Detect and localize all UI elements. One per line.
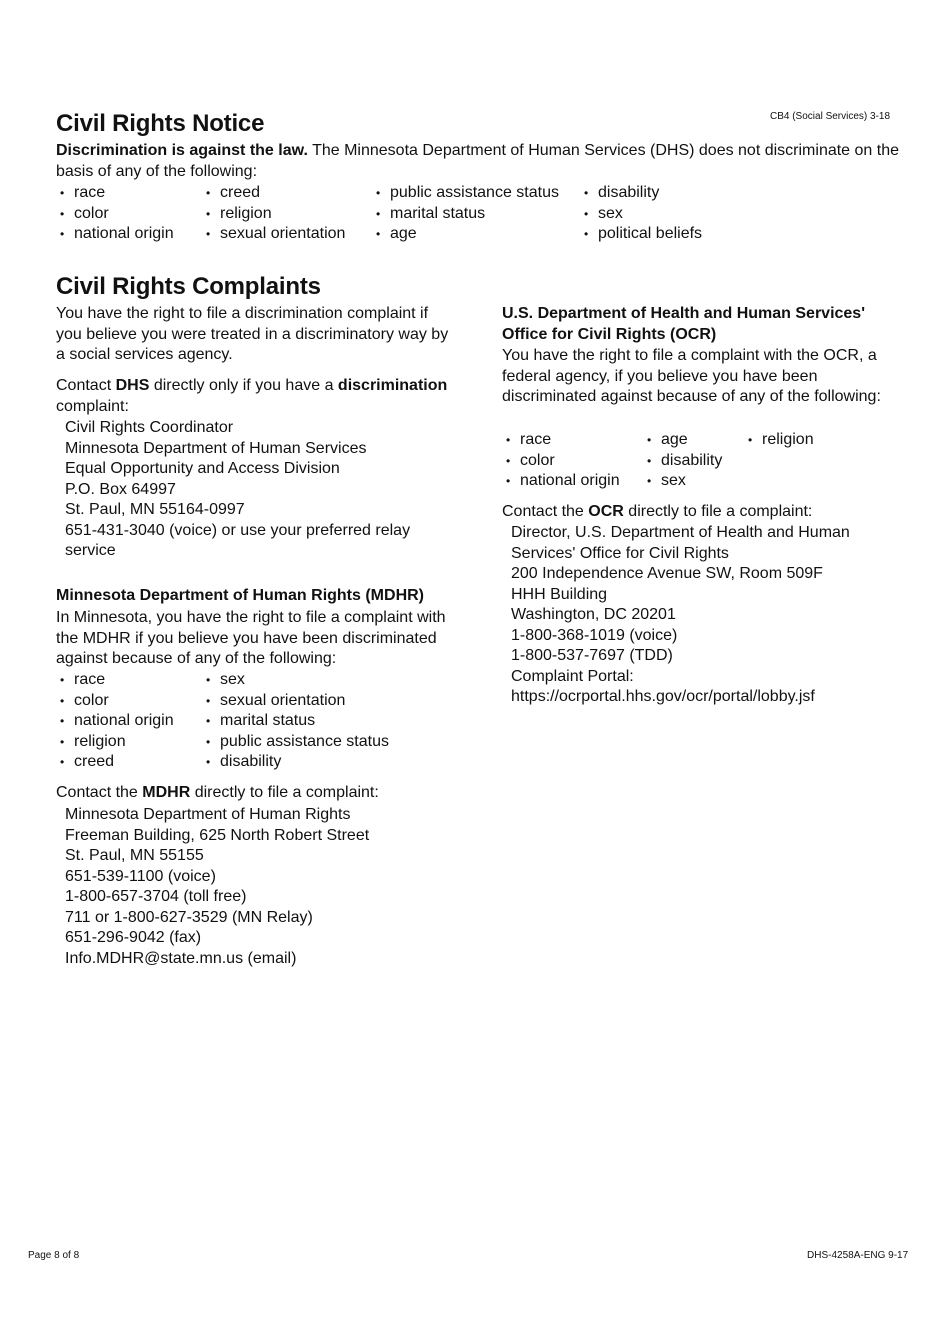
ocr-contact-text: Contact the [502, 503, 589, 520]
mdhr-contact-text: directly to file a complaint: [190, 784, 379, 801]
list-item: • marital status [202, 711, 389, 732]
email-line: Info.MDHR@state.mn.us (email) [65, 949, 297, 967]
notice-paragraph [56, 141, 906, 182]
list-item: • religion [744, 430, 814, 451]
ocr-contact-bold: OCR [588, 503, 624, 520]
list-item: • marital status [372, 204, 559, 225]
mdhr-heading: Minnesota Department of Human Rights (MDHR) [56, 587, 424, 604]
address-line: 200 Independence Avenue SW, Room 509F [511, 565, 823, 582]
list-item: • race [56, 670, 174, 691]
list-item: • disability [643, 451, 722, 472]
complaints-intro: You have the right to file a discrimination complaint if you believe you were treated in a discriminatory way by a social services agency. [56, 305, 449, 363]
list-item: • disability [202, 752, 389, 773]
address-line: St. Paul, MN 55164-0997 [65, 501, 245, 518]
phone-line: 651-539-1100 (voice) [65, 867, 216, 885]
address-line: Washington, DC 20201 [511, 606, 676, 623]
notice-list-col-1 [56, 183, 174, 245]
address-line: Civil Rights Coordinator [65, 419, 234, 436]
address-line: Services' Office for Civil Rights [511, 544, 729, 562]
address-line: St. Paul, MN 55155 [65, 847, 204, 864]
list-item: • sex [643, 471, 722, 492]
notice-list-col-4 [580, 183, 702, 245]
phone-line: 1-800-537-7697 (TDD) [511, 647, 673, 664]
mdhr-address-block [56, 805, 465, 969]
document-code: DHS-4258A-ENG 9-17 [807, 1250, 909, 1261]
list-item: • color [56, 204, 174, 225]
dhs-contact-bold: discrimination [337, 377, 448, 394]
phone-line: 1-800-368-1019 (voice) [511, 626, 678, 644]
portal-label: Complaint Portal: [511, 667, 634, 685]
mdhr-contact-text: Contact the [56, 784, 143, 801]
list-item: • political beliefs [580, 224, 702, 245]
list-item: • creed [56, 752, 174, 773]
notice-list-col-2 [202, 183, 345, 245]
mdhr-contact-bold: MDHR [142, 784, 191, 801]
list-item: • age [643, 430, 722, 451]
page-number: Page 8 of 8 [28, 1250, 80, 1261]
dhs-address-block [56, 418, 465, 562]
list-item: • sexual orientation [202, 224, 345, 245]
ocr-contact-paragraph [502, 502, 812, 523]
address-line: HHH Building [511, 585, 608, 603]
list-item: • sex [202, 670, 389, 691]
address-line: Minnesota Department of Human Services [65, 439, 367, 457]
mdhr-intro: In Minnesota, you have the right to file a complaint with the MDHR if you believe you have been discriminated against because of any of the following: [56, 609, 446, 667]
mdhr-list-col-2 [202, 670, 389, 773]
phone-line: 1-800-657-3704 (toll free) [65, 888, 247, 905]
dhs-contact-text: complaint: [56, 397, 129, 415]
ocr-list-col-3 [744, 430, 814, 451]
dhs-contact-bold: DHS [115, 377, 150, 394]
address-line: Freeman Building, 625 North Robert Street [65, 826, 370, 844]
ocr-list-col-1 [502, 430, 620, 492]
ocr-heading-line: Office for Civil Rights (OCR) [502, 325, 717, 343]
list-item: • age [372, 224, 559, 245]
list-item: • sexual orientation [202, 691, 389, 712]
address-line: Director, U.S. Department of Health and Human [511, 524, 850, 541]
list-item: • religion [202, 204, 345, 225]
dhs-contact-text: Contact [56, 377, 116, 394]
list-item: • national origin [56, 224, 174, 245]
phone-line: 651-431-3040 (voice) or use your preferred relay [65, 521, 411, 539]
list-item: • race [56, 183, 174, 204]
list-item: • color [502, 451, 620, 472]
ocr-heading [502, 304, 922, 345]
form-code: CB4 (Social Services) 3-18 [770, 111, 891, 122]
mdhr-list-col-1 [56, 670, 174, 773]
list-item: • public assistance status [372, 183, 559, 204]
phone-line: 711 or 1-800-627-3529 (MN Relay) [65, 908, 313, 926]
address-line: P.O. Box 64997 [65, 480, 176, 498]
list-item: • national origin [56, 711, 174, 732]
notice-lead-text: The Minnesota Department of Human Services (DHS) does not discriminate on the basis of any of the following: [56, 142, 900, 180]
notice-lead-bold: Discrimination is against the law. [56, 142, 308, 159]
address-line: service [65, 542, 116, 559]
complaints-title: Civil Rights Complaints [56, 273, 321, 300]
list-item: • color [56, 691, 174, 712]
address-line: Minnesota Department of Human Rights [65, 806, 351, 823]
notice-list-col-3 [372, 183, 559, 245]
list-item: • disability [580, 183, 702, 204]
list-item: • public assistance status [202, 732, 389, 753]
dhs-contact-text: directly only if you have a [149, 377, 338, 394]
address-line: Equal Opportunity and Access Division [65, 460, 340, 477]
list-item: • creed [202, 183, 345, 204]
dhs-contact-paragraph [56, 376, 466, 417]
ocr-intro: You have the right to file a complaint with the OCR, a federal agency, if you believe you have been discriminated against because of any of the following: [502, 347, 881, 405]
list-item: • race [502, 430, 620, 451]
list-item: • national origin [502, 471, 620, 492]
list-item: • sex [580, 204, 702, 225]
portal-url: https://ocrportal.hhs.gov/ocr/portal/lobby.jsf [511, 688, 815, 705]
ocr-address-block [502, 523, 921, 708]
page-title: Civil Rights Notice [56, 110, 265, 137]
ocr-heading-line: U.S. Department of Health and Human Services' [502, 305, 866, 322]
mdhr-contact-paragraph [56, 783, 379, 804]
ocr-contact-text: directly to file a complaint: [623, 503, 813, 520]
list-item: • religion [56, 732, 174, 753]
phone-line: 651-296-9042 (fax) [65, 929, 202, 946]
ocr-list-col-2 [643, 430, 722, 492]
